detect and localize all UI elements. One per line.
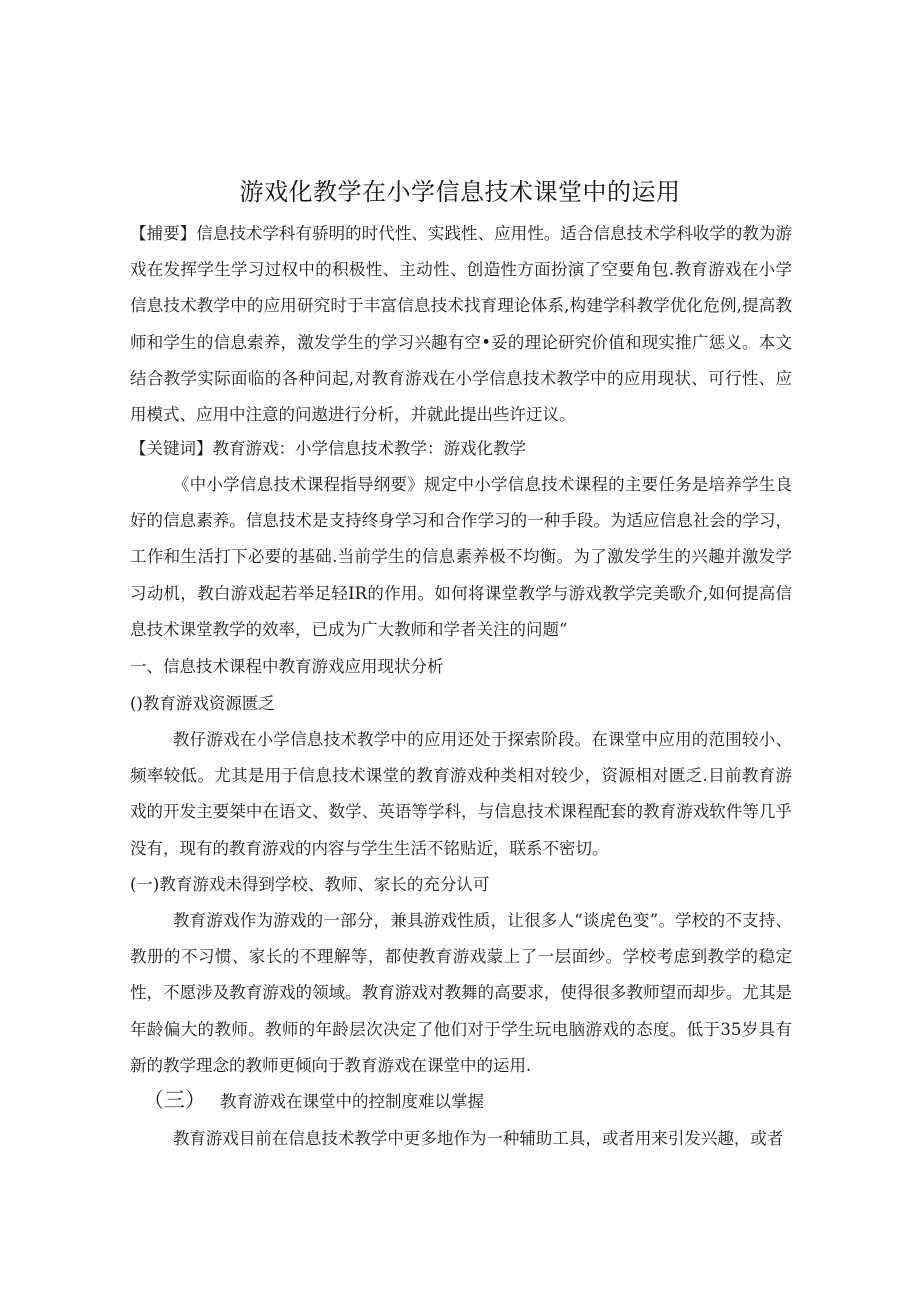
keywords-label: 【关键词】 bbox=[130, 439, 213, 458]
subsection-3-paragraph: 教育游戏目前在信息技术教学中更多地作为一种辅助工具，或者用来引发兴趣，或者 bbox=[172, 1129, 784, 1148]
subsection-1-heading: ()教育游戏资源匮乏 bbox=[130, 694, 275, 713]
abstract-text: 信息技术学科有骄明的时代性、实践性、应用性。适合信息技术学科收学的教为游戏在发挥学生学习过权中的积极性、主动性、创造性方面扮演了空要角包.教育游戏在小学信息技术教学中的应用研究时于丰富信息技术找育理论体系,构建学科教学优化危例,提高教师和学生的信息索养，激发学生的学习兴趣有空•妥的理论研究价值和现实推广惩义。本文结合教学实际面临的各种问起,对教育游戏在小学信息技术教学中的应用现状、可行性、应用模式、应用中注意的问遨进行分析，并就此提出些许迂议。 bbox=[130, 224, 793, 425]
subsection-1-paragraph: 教仔游戏在小学信息技术教学中的应用还处于探索阶段。在课堂中应用的范围较小、频率较低。尤其是用于信息技术课堂的教育游戏种类相对较少，资源相对匮乏.目前教育游戏的开发主要桀中在语文、数学、英语等学科，与信息技术课程配套的教育游戏软件等几乎没有，现有的教育游戏的内容与学生生活不铭贴近，联系不密切。 bbox=[130, 730, 792, 858]
subsection-3-number: （三） bbox=[143, 1088, 206, 1112]
abstract-label: 【捕要】 bbox=[130, 224, 197, 243]
keywords-line bbox=[130, 431, 792, 467]
subsection-3-heading-line bbox=[143, 1082, 484, 1120]
document-title: 游戏化教学在小学信息技术课堂中的运用 bbox=[239, 178, 681, 206]
abstract-paragraph bbox=[130, 216, 792, 433]
subsection-2-heading: (一)教育游戏未得到学校、教师、家长的充分认可 bbox=[130, 875, 490, 894]
keywords-text: 教育游戏：小学信息技术教学：游戏化教学 bbox=[212, 439, 526, 458]
subsection-2-paragraph: 教育游戏作为游戏的一部分，兼具游戏性质，让很多人“谈虎色变”。学校的不支持、教册的不习惯、家长的不理解等，都使教育游戏蒙上了一层面纱。学校考虑到教学的稳定性，不愿涉及教育游戏的领域。教育游戏对教舞的高要求，使得很多教师望而却步。尤其是年龄偏大的教师。教师的年龄层次决定了他们对于学生玩电脑游戏的态度。低于35岁具有新的教学理念的教师更倾向于教育游戏在课堂中的运用. bbox=[130, 911, 792, 1075]
section-1-heading: 一、信息技术课程中教育游戏应用现状分析 bbox=[130, 657, 444, 676]
subsection-3-heading: 教育游戏在课堂中的控制度难以掌握 bbox=[220, 1092, 484, 1111]
intro-paragraph: 《中小学信息技术课程指导纲要》规定中小学信息技术课程的主要任务是培养学生良好的信息素养。信息技术是支持终身学习和合作学习的一种手段。为适应信息社会的学习，工作和生活打下必要的基础.当前学生的信息素养极不均衡。为了激发学生的兴趣并激发学习动机，教白游戏起若举足轻IR的作用。如何将课堂教学与游戏教学完美歌介,如何提高信息技术课堂教学的效率，已成为广大教师和学者关注的问题“ bbox=[130, 475, 792, 639]
